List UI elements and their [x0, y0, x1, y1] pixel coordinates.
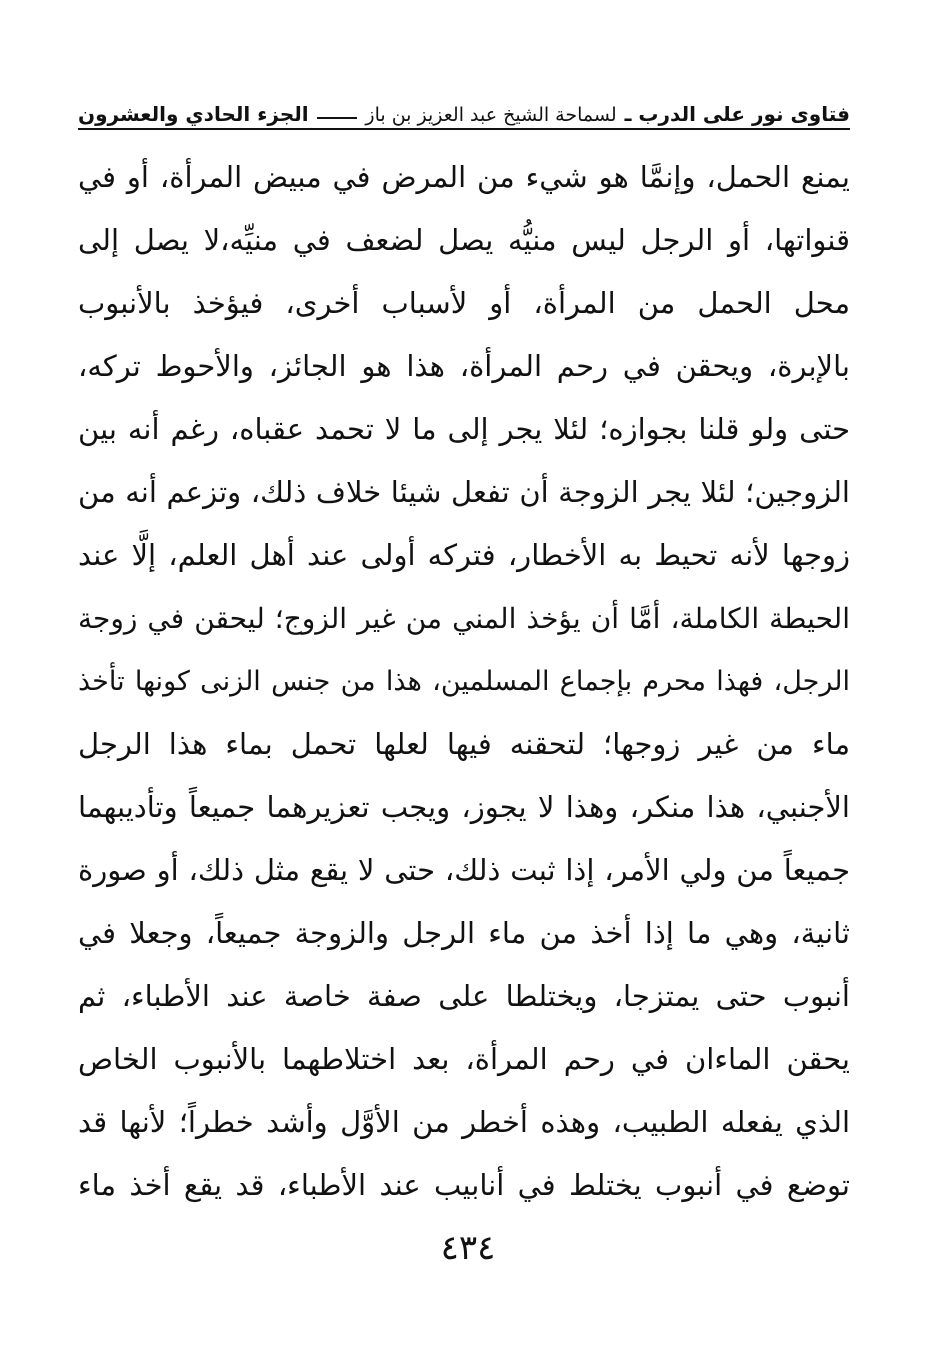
text-line: يمنع الحمل، وإنمَّا هو شيء من المرض في مبيض المرأة، أو في — [78, 160, 850, 194]
text-line: الذي يفعله الطبيب، وهذه أخطر من الأوَّل وأشد خطراً؛ لأنها قد — [78, 1105, 850, 1139]
text-line: ثانية، وهي ما إذا أخذ من ماء الرجل والزوجة جميعاً، وجعلا في — [78, 916, 850, 950]
text-line: حتى ولو قلنا بجوازه؛ لئلا يجر إلى ما لا تحمد عقباه، رغم أنه بين — [78, 412, 850, 446]
text-line: ماء من غير زوجها؛ لتحقنه فيها لعلها تحمل بماء هذا الرجل — [78, 727, 850, 761]
header-underline — [78, 128, 850, 130]
text-line: الرجل، فهذا محرم بإجماع المسلمين، هذا من جنس الزنى كونها تأخذ — [78, 666, 850, 697]
text-line: أنبوب حتى يمتزجا، ويختلطا على صفة خاصة عند الأطباء، ثم — [78, 979, 850, 1013]
text-line: الحيطة الكاملة، أمَّا أن يؤخذ المني من غير الزوج؛ ليحقن في زوجة — [78, 602, 850, 635]
running-header — [78, 92, 850, 126]
author-name: لسماحة الشيخ عبد العزيز بن باز — [365, 104, 617, 126]
text-line: محل الحمل من المرأة، أو لأسباب أخرى، فيؤخذ بالأنبوب — [78, 286, 850, 320]
text-line: زوجها لأنه تحيط به الأخطار، فتركه أولى عند أهل العلم، إلَّا عند — [78, 538, 850, 572]
header-dash-rule — [317, 117, 358, 119]
page-number: ٤٣٤ — [440, 1228, 496, 1268]
volume-part: الجزء الحادي والعشرون — [78, 102, 309, 126]
text-line: الزوجين؛ لئلا يجر الزوجة أن تفعل شيئا خلاف ذلك، وتزعم أنه من — [78, 475, 850, 509]
text-line: يحقن الماءان في رحم المرأة، بعد اختلاطهما بالأنبوب الخاص — [78, 1042, 850, 1076]
text-line: جميعاً من ولي الأمر، إذا ثبت ذلك، حتى لا يقع مثل ذلك، أو صورة — [78, 853, 850, 887]
text-line: بالإبرة، ويحقن في رحم المرأة، هذا هو الجائز، والأحوط تركه، — [78, 349, 850, 383]
text-line: قنواتها، أو الرجل ليس منيُّه يصل لضعف في منيِّه،لا يصل إلى — [78, 223, 850, 257]
body-text — [78, 146, 850, 1217]
text-line: الأجنبي، هذا منكر، وهذا لا يجوز، ويجب تعزيرهما جميعاً وتأديبهما — [78, 790, 850, 824]
text-line: توضع في أنبوب يختلط في أنابيب عند الأطباء، قد يقع أخذ ماء — [78, 1168, 850, 1202]
book-title: فتاوى نور على الدرب ـ — [624, 102, 850, 126]
